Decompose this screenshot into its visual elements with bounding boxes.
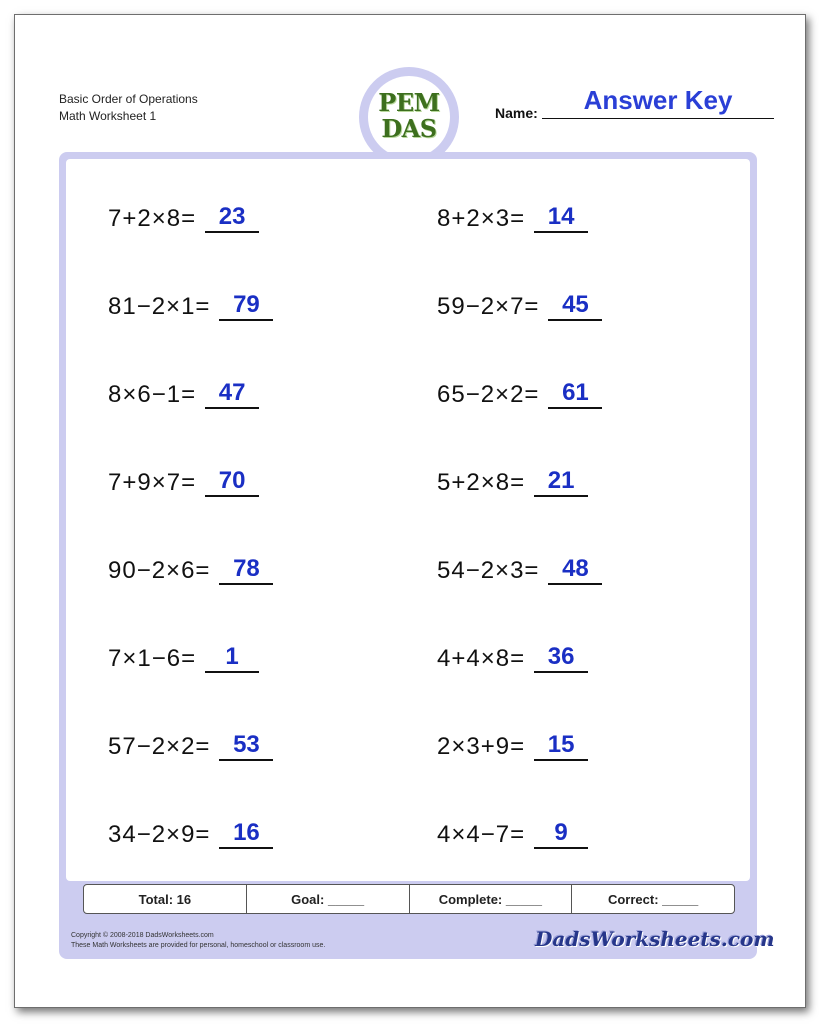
score-table <box>83 884 735 914</box>
problem-answer: 21 <box>534 467 588 497</box>
problem-answer: 79 <box>219 291 273 321</box>
problem-answer: 36 <box>534 643 588 673</box>
problem-expression: 2×3+9= <box>437 733 526 760</box>
problem-7 <box>108 463 259 497</box>
problem-expression: 59−2×7= <box>437 293 540 320</box>
problem-13 <box>108 727 273 761</box>
problem-answer: 23 <box>205 203 259 233</box>
problem-answer: 15 <box>534 731 588 761</box>
name-value: Answer Key <box>583 85 733 115</box>
problem-expression: 4×4−7= <box>437 821 526 848</box>
problem-6 <box>437 375 602 409</box>
problem-8 <box>437 463 588 497</box>
goal-cell: Goal: _____ <box>247 885 410 913</box>
problem-answer: 78 <box>219 555 273 585</box>
problem-answer: 61 <box>548 379 602 409</box>
worksheet-page <box>14 14 806 1008</box>
problem-expression: 8×6−1= <box>108 381 197 408</box>
name-label: Name: <box>495 105 538 121</box>
problem-expression: 81−2×1= <box>108 293 211 320</box>
logo-text-top: PEM <box>378 88 440 117</box>
problem-expression: 54−2×3= <box>437 557 540 584</box>
problem-answer: 45 <box>548 291 602 321</box>
problem-1 <box>108 199 259 233</box>
problem-expression: 34−2×9= <box>108 821 211 848</box>
problem-4 <box>437 287 602 321</box>
problems-area <box>66 159 750 881</box>
copyright-line-2: These Math Worksheets are provided for personal, homeschool or classroom use. <box>71 942 326 949</box>
title-line-1: Basic Order of Operations <box>59 92 198 106</box>
total-cell: Total: 16 <box>84 885 247 913</box>
copyright-line-1: Copyright © 2008-2018 DadsWorksheets.com <box>71 932 214 939</box>
problem-expression: 57−2×2= <box>108 733 211 760</box>
problem-answer: 14 <box>534 203 588 233</box>
problem-expression: 65−2×2= <box>437 381 540 408</box>
complete-cell: Complete: _____ <box>410 885 573 913</box>
problem-answer: 47 <box>205 379 259 409</box>
name-underline <box>542 118 774 119</box>
problem-14 <box>437 727 588 761</box>
problem-expression: 8+2×3= <box>437 205 526 232</box>
copyright-notice <box>71 931 325 951</box>
problem-answer: 53 <box>219 731 273 761</box>
problem-10 <box>437 551 602 585</box>
problem-2 <box>437 199 588 233</box>
problem-5 <box>108 375 259 409</box>
dadsworksheets-logo: DadsWorksheets.com <box>535 927 775 951</box>
problem-answer: 1 <box>205 643 259 673</box>
problem-3 <box>108 287 273 321</box>
problem-expression: 4+4×8= <box>437 645 526 672</box>
problem-expression: 90−2×6= <box>108 557 211 584</box>
problem-answer: 48 <box>548 555 602 585</box>
logo-text-bottom: DAS <box>381 114 437 143</box>
problem-expression: 7×1−6= <box>108 645 197 672</box>
title-line-2: Math Worksheet 1 <box>59 109 157 123</box>
problem-12 <box>437 639 588 673</box>
problem-expression: 7+2×8= <box>108 205 197 232</box>
problem-answer: 16 <box>219 819 273 849</box>
problem-11 <box>108 639 259 673</box>
problem-15 <box>108 815 273 849</box>
problem-expression: 7+9×7= <box>108 469 197 496</box>
worksheet-title <box>59 91 198 125</box>
correct-cell: Correct: _____ <box>607 891 699 907</box>
problem-answer: 70 <box>205 467 259 497</box>
problem-16 <box>437 815 588 849</box>
problem-9 <box>108 551 273 585</box>
problem-expression: 5+2×8= <box>437 469 526 496</box>
problem-answer: 9 <box>534 819 588 849</box>
